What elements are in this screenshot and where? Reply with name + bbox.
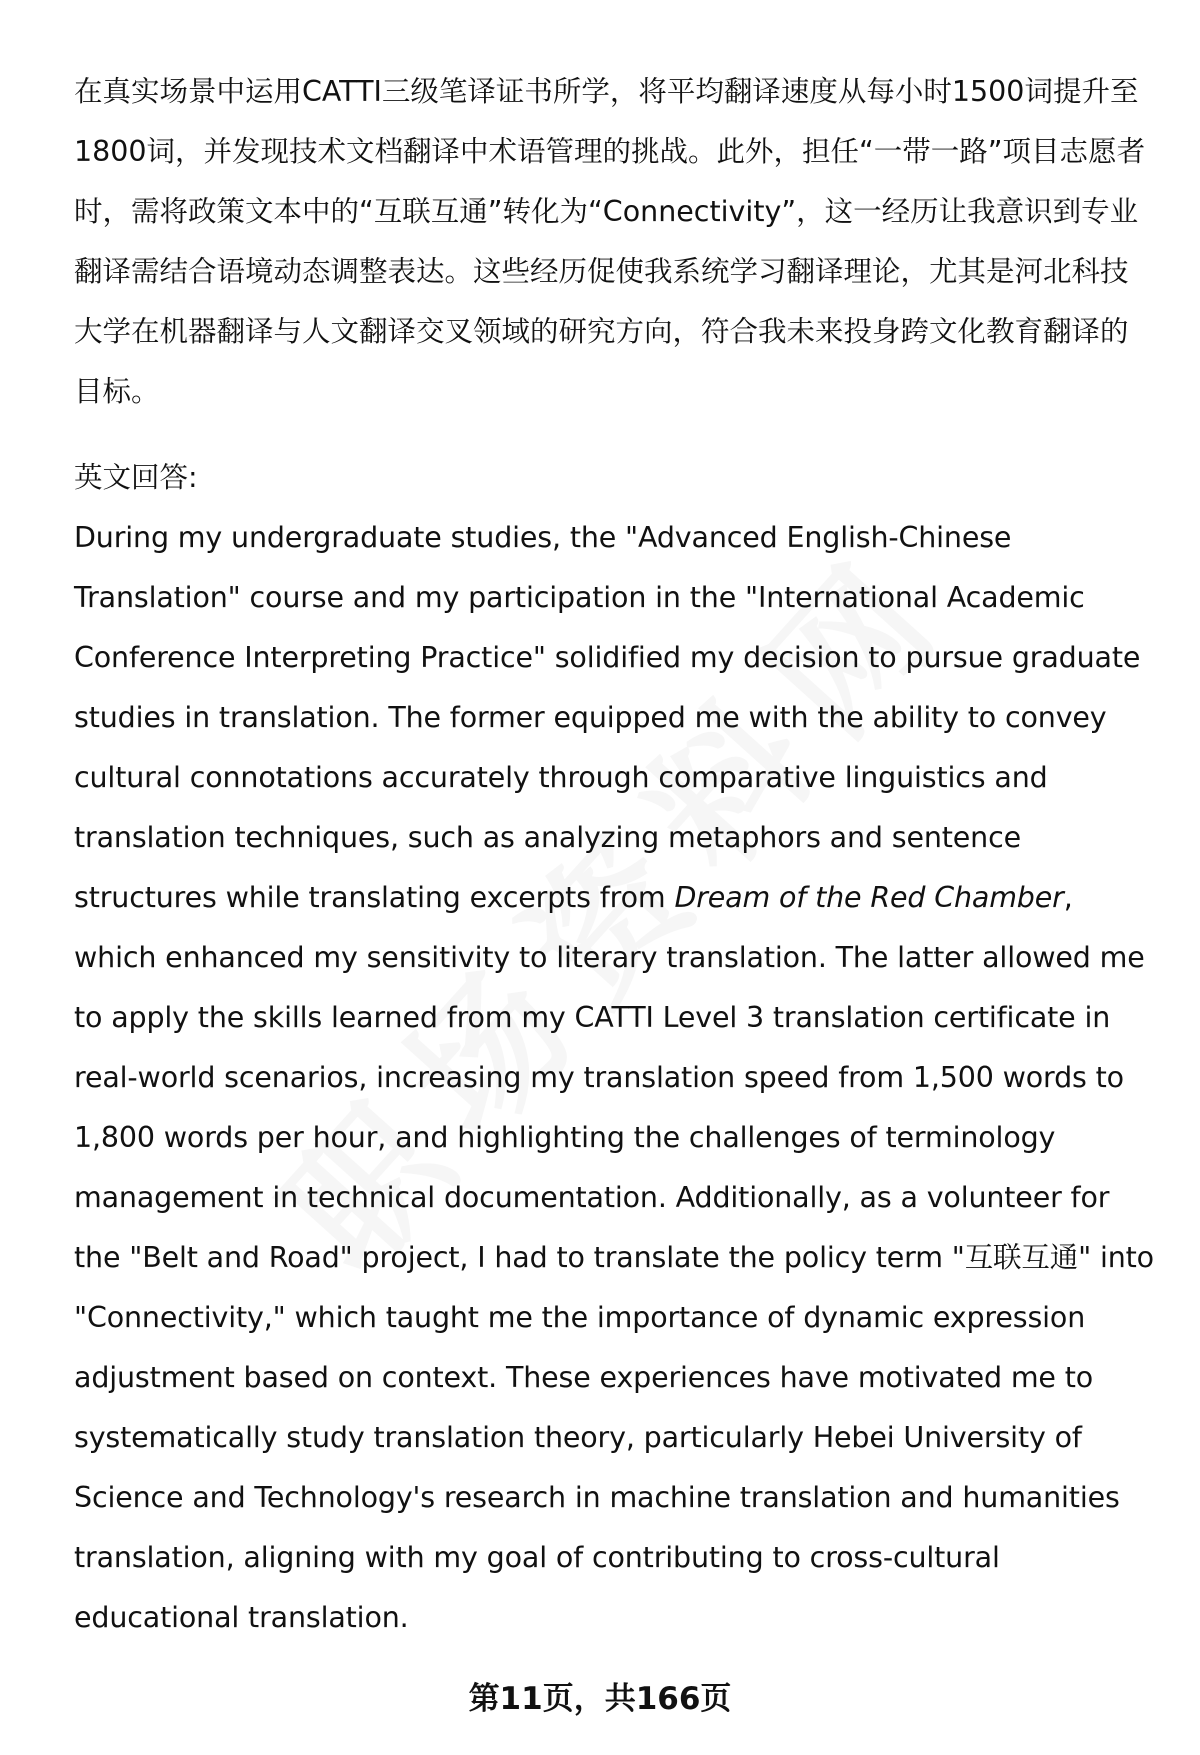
english-answer-label: 英文回答: (74, 461, 198, 494)
document-body (74, 62, 1154, 1648)
book-title: Dream of the Red Chamber (674, 881, 1064, 914)
english-answer-paragraph (74, 508, 1154, 1648)
page-number-footer: 第11页，共166页 (468, 1681, 732, 1717)
english-text-part-1: During my undergraduate studies, the "Advanced English-Chinese Translation" course and my participation in the "International Academic Conference Interpreting Practice" solidified my decision to pursue graduate studies in translation. The former equipped me with the ability to convey cultural connotations accurately through comparative linguistics and translation techniques, such as analyzing metaphors and sentence structures while translating excerpts from (74, 521, 1141, 914)
chinese-answer-paragraph: 在真实场景中运用CATTI三级笔译证书所学，将平均翻译速度从每小时1500词提升至1800词，并发现技术文档翻译中术语管理的挑战。此外，担任“一带一路”项目志愿者时，需将政策文本中的“互联互通”转化为“Connectivity”，这一经历让我意识到专业翻译需结合语境动态调整表达。这些经历促使我系统学习翻译理论，尤其是河北科技大学在机器翻译与人文翻译交叉领域的研究方向，符合我未来投身跨文化教育翻译的目标。 (74, 75, 1146, 408)
english-text-part-2: , which enhanced my sensitivity to literary translation. The latter allowed me to apply the skills learned from my CATTI Level 3 translation certificate in real-world scenarios, increasing my translation speed from 1,500 words to 1,800 words per hour, and highlighting the challenges of terminology management in technical documentation. Additionally, as a volunteer for the "Belt and Road" project, I had to translate the policy term "互联互通" into "Connectivity," which taught me the importance of dynamic expression adjustment based on context. These experiences have motivated me to systematically study translation theory, particularly Hebei University of Science and Technology's research in machine translation and humanities translation, aligning with my goal of contributing to cross-cultural educational translation. (74, 881, 1154, 1634)
